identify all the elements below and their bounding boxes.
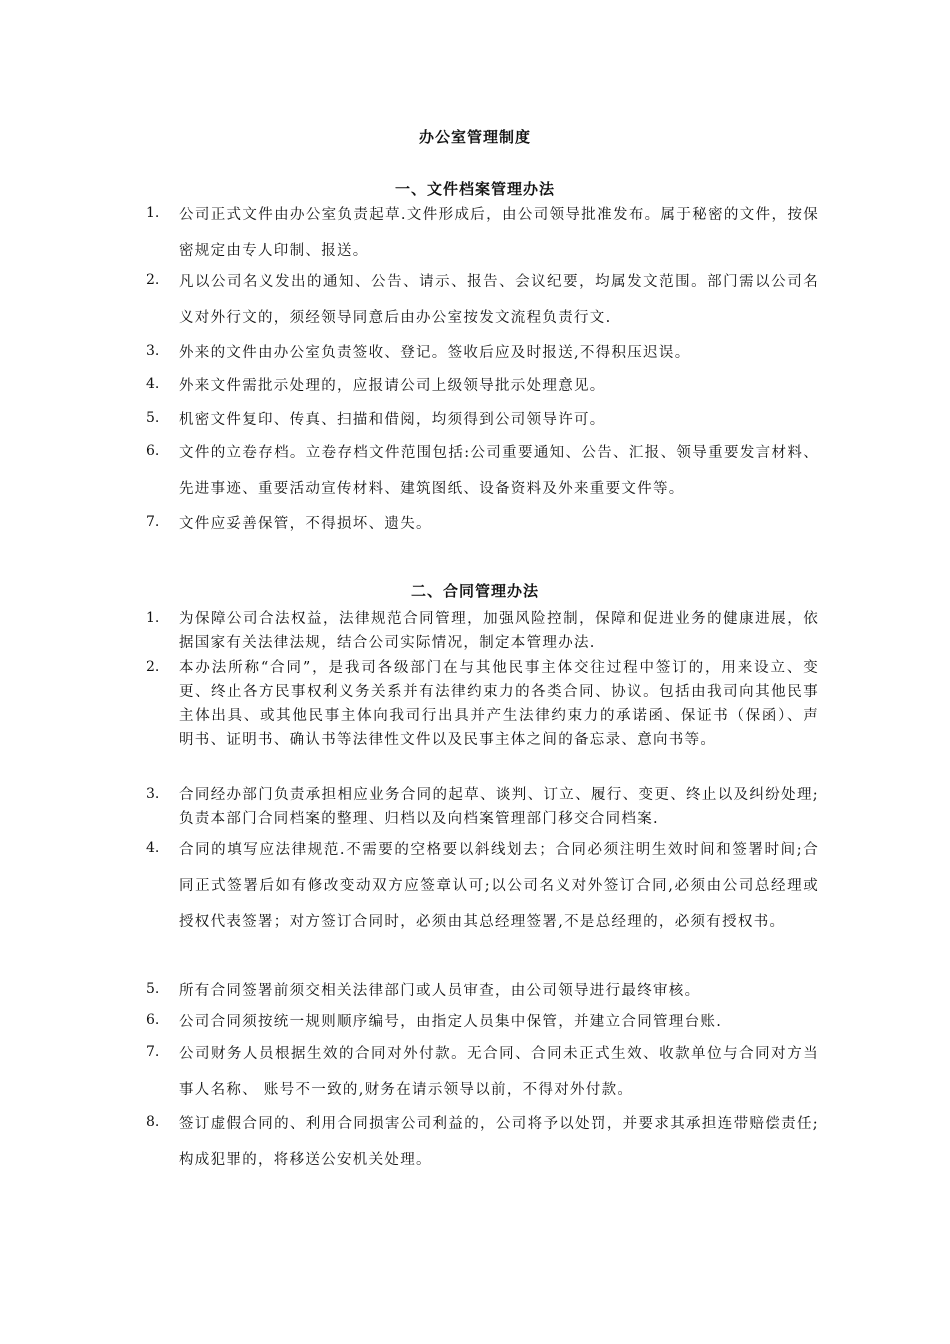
item-number: 6. [146,443,160,459]
item-number: 7. [146,1044,160,1060]
item-text: 公司正式文件由办公室负责起草.文件形成后，由公司领导批准发布。属于秘密的文件，按保密规定由专人印制、报送。 [179,207,819,259]
item-number: 1. [146,610,160,626]
item-text: 外来文件需批示处理的，应报请公司上级领导批示处理意见。 [179,378,606,394]
item-text: 合同经办部门负责承担相应业务合同的起草、谈判、订立、履行、变更、终止以及纠纷处理;负责本部门合同档案的整理、归档以及向档案管理部门移交合同档案. [179,787,819,827]
item-text: 所有合同签署前须交相关法律部门或人员审查，由公司领导进行最终审核。 [179,983,701,999]
item-text: 文件应妥善保管，不得损坏、遗失。 [179,516,432,532]
item-number: 6. [146,1012,160,1028]
item-number: 1. [146,205,160,221]
section-title-file-archive: 一、文件档案管理办法 [394,180,555,198]
item-text: 公司合同须按统一规则顺序编号，由指定人员集中保管，并建立合同管理台账. [179,1014,723,1030]
item-number: 3. [146,343,160,359]
item-number: 4. [146,376,160,392]
item-text: 签订虚假合同的、利用合同损害公司利益的，公司将予以处罚，并要求其承担连带赔偿责任;构成犯罪的，将移送公安机关处理。 [179,1116,819,1168]
item-text: 机密文件复印、传真、扫描和借阅，均须得到公司领导许可。 [179,412,606,428]
item-number: 8. [146,1114,160,1130]
section-title-contract: 二、合同管理办法 [410,582,539,600]
item-number: 5. [146,981,160,997]
item-text: 为保障公司合法权益，法律规范合同管理，加强风险控制，保障和促进业务的健康进展，依据国家有关法律法规，结合公司实际情况，制定本管理办法. [179,611,819,651]
item-number: 2. [146,272,160,288]
item-text: 公司财务人员根据生效的合同对外付款。无合同、合同未正式生效、收款单位与合同对方当事人名称、 账号不一致的,财务在请示领导以前，不得对外付款。 [179,1046,819,1098]
item-number: 4. [146,840,160,856]
item-text: 外来的文件由办公室负责签收、登记。签收后应及时报送,不得积压迟误。 [179,345,691,361]
item-number: 3. [146,786,160,802]
item-number: 5. [146,410,160,426]
item-text: 合同的填写应法律规范.不需要的空格要以斜线划去；合同必须注明生效时间和签署时间;合同正式签署后如有修改变动双方应签章认可;以公司名义对外签订合同,必须由公司总经理或授权代表签署；对方签订合同时，必须由其总经理签署,不是总经理的，必须有授权书。 [179,842,819,930]
item-number: 2. [146,659,160,675]
item-number: 7. [146,514,160,530]
item-text: 凡以公司名义发出的通知、公告、请示、报告、会议纪要，均属发文范围。部门需以公司名义对外行文的，须经领导同意后由办公室按发文流程负责行文. [179,274,819,326]
item-text: 本办法所称“合同”，是我司各级部门在与其他民事主体交往过程中签订的，用来设立、变更、终止各方民事权利义务关系并有法律约束力的各类合同、协议。包括由我司向其他民事主体出具、或其他民事主体向我司行出具并产生法律约束力的承诺函、保证书（保函）、声明书、证明书、确认书等法律性文件以及民事主体之间的备忘录、意向书等。 [179,660,819,748]
item-text: 文件的立卷存档。立卷存档文件范围包括:公司重要通知、公告、汇报、领导重要发言材料、先进事迹、重要活动宣传材料、建筑图纸、设备资料及外来重要文件等。 [179,445,819,497]
document-title: 办公室管理制度 [418,128,531,146]
